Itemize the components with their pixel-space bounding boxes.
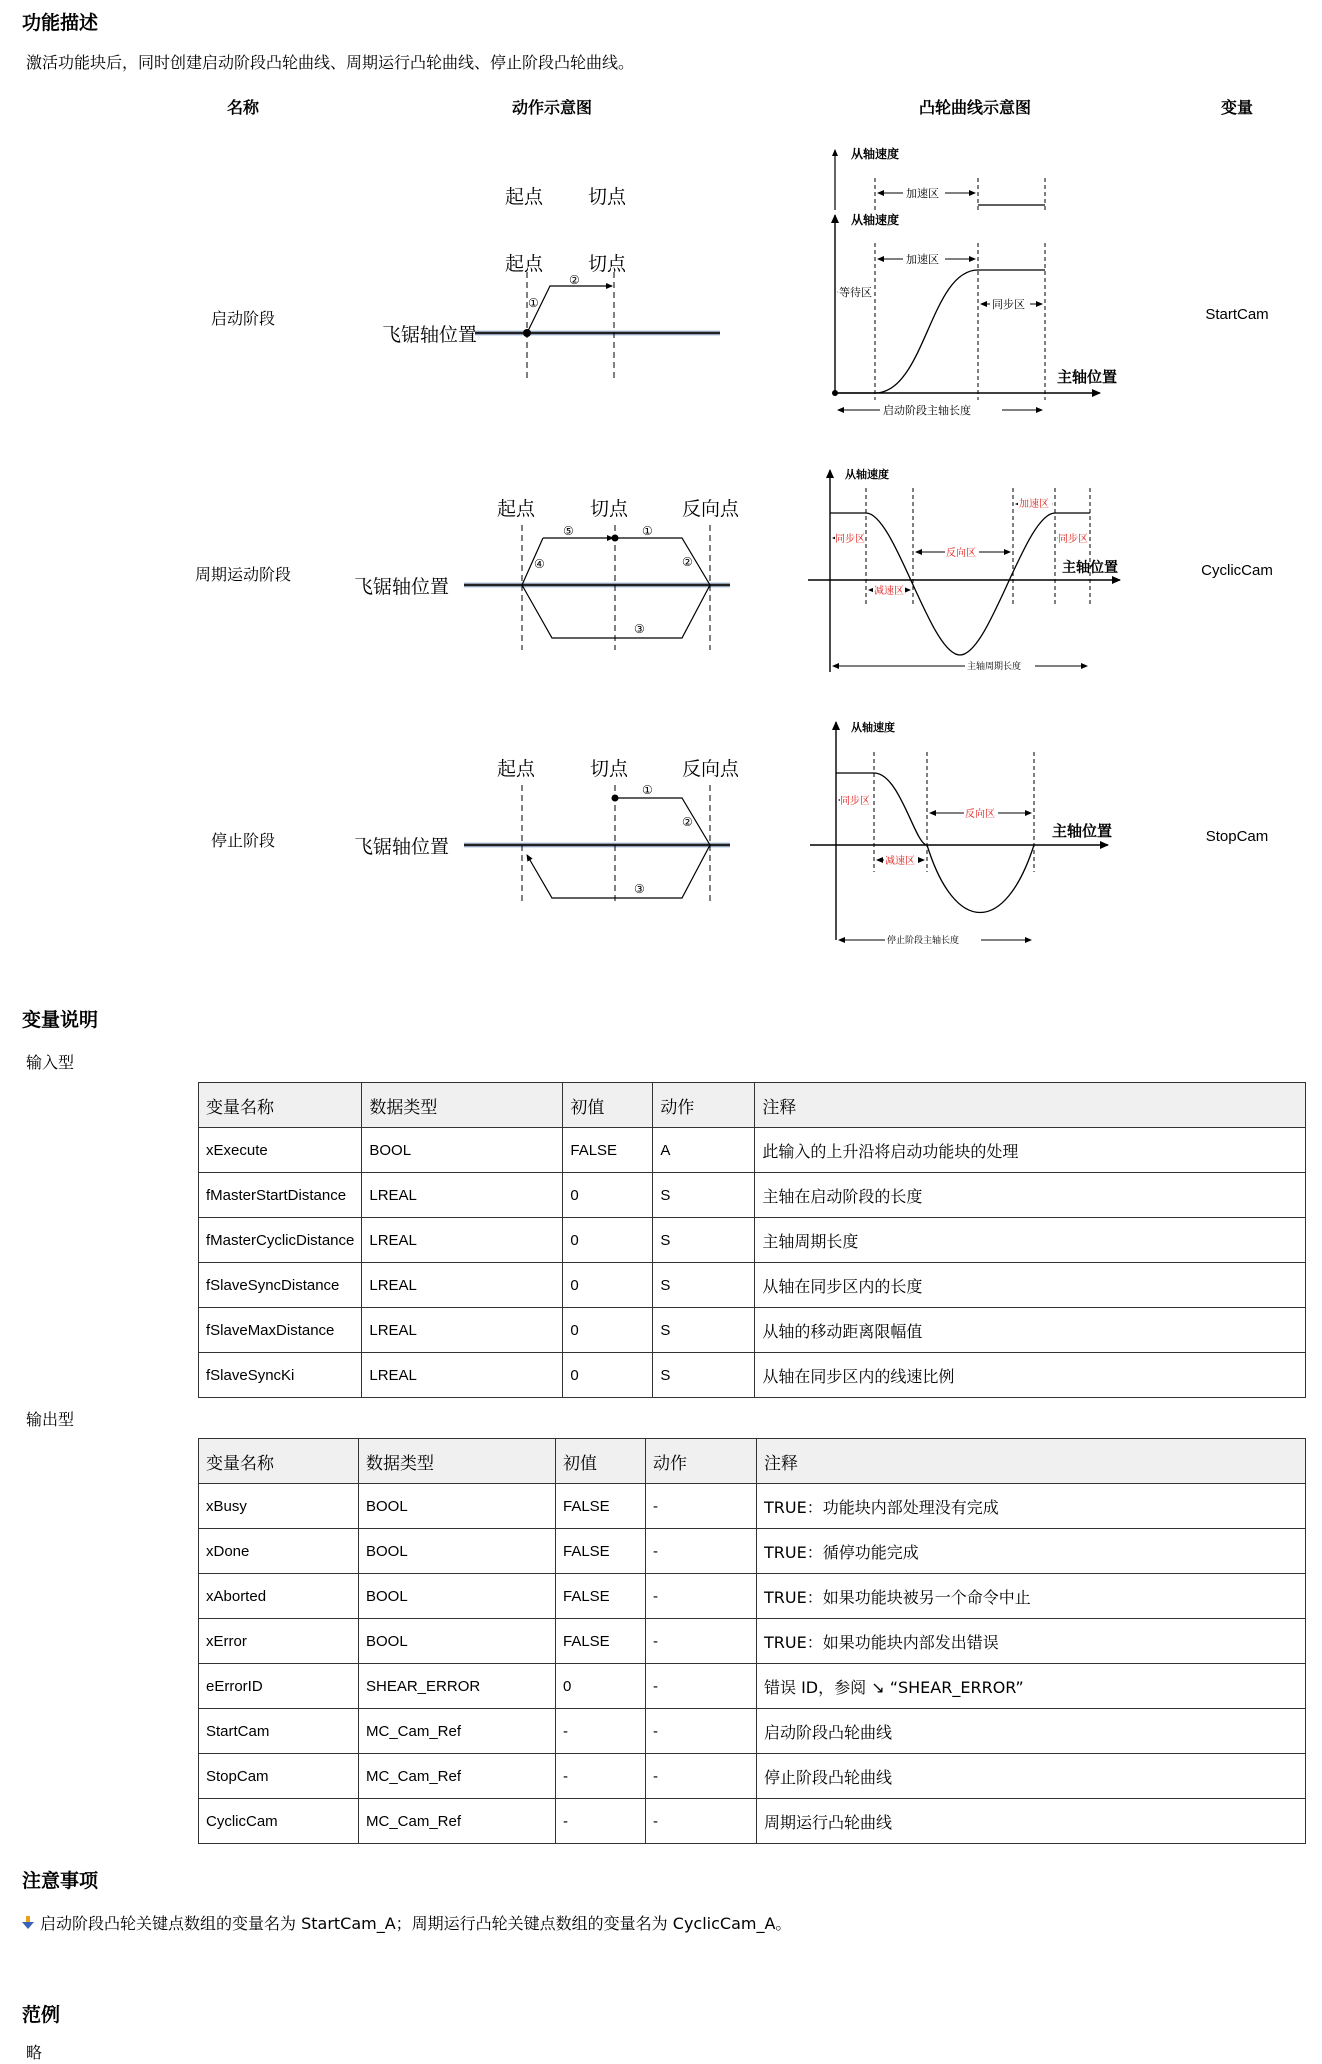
label-slave-speed-a: 从轴速度 [851,147,900,161]
label-sync-zone: 同步区 [992,298,1025,311]
cell-init: FALSE [556,1484,646,1529]
table-row [199,1263,1306,1308]
header-cell: 注释 [755,1083,1306,1128]
section-heading-function: 功能描述 [22,12,99,34]
table-row [199,1353,1306,1398]
cell-init: 0 [563,1263,653,1308]
label-sync-zone: 同步区 [840,796,870,807]
row-var-stop: StopCam [1205,828,1269,845]
cell-comment: 此输入的上升沿将启动功能块的处理 [755,1128,1306,1173]
marker-1: ① [642,783,653,797]
cell-comment: 停止阶段凸轮曲线 [757,1754,1306,1799]
cell-action: - [646,1664,757,1709]
cell-init: FALSE [556,1529,646,1574]
section-heading-variables: 变量说明 [22,1009,99,1031]
cell-action: S [653,1308,755,1353]
label-master-position: 主轴位置 [1062,560,1118,576]
cell-comment: TRUE：如果功能块内部发出错误 [757,1619,1306,1664]
cell-comment: TRUE：如果功能块被另一个命令中止 [757,1574,1306,1619]
cell-action: - [646,1619,757,1664]
label-sync-zone-right: 同步区 [1058,534,1088,545]
column-header-variable: 变量 [1220,98,1253,117]
cell-var-name: xAborted [199,1574,359,1619]
cell-action: - [646,1799,757,1844]
cell-var-name: fSlaveSyncKi [199,1353,362,1398]
column-header-cam: 凸轮曲线示意图 [918,98,1031,117]
note-item [22,1911,791,1934]
cell-comment: TRUE：循停功能完成 [757,1529,1306,1574]
cell-action: - [646,1754,757,1799]
cell-action: - [646,1574,757,1619]
cell-data-type: LREAL [362,1173,563,1218]
marker-2: ② [569,273,580,287]
input-variables-table [198,1082,1306,1398]
row-name-stop: 停止阶段 [210,831,275,850]
cell-comment: 启动阶段凸轮曲线 [757,1709,1306,1754]
cell-data-type: BOOL [359,1619,556,1664]
label-reverse-zone: 反向区 [965,809,995,820]
label-start-point-top: 起点 [505,186,544,208]
cam-diagram-stop [810,720,1112,946]
label-slave-speed: 从轴速度 [851,213,900,227]
action-diagram-cyclic [354,498,740,650]
marker-2: ② [682,555,693,569]
cell-var-name: fSlaveSyncDistance [199,1263,362,1308]
cell-init: 0 [563,1308,653,1353]
action-diagram-start [382,186,720,380]
cell-action: - [646,1484,757,1529]
label-accel-zone: 加速区 [1019,499,1049,510]
table-row [199,1664,1306,1709]
cell-comment-link[interactable]: 错误 ID，参阅 ↘ “SHEAR_ERROR” [757,1664,1306,1709]
table-row [199,1754,1306,1799]
label-master-position: 主轴位置 [1057,368,1118,386]
cell-var-name: fMasterStartDistance [199,1173,362,1218]
cell-action: S [653,1263,755,1308]
table-row [199,1173,1306,1218]
label-accel-zone-a: 加速区 [906,187,939,200]
cell-data-type: LREAL [362,1263,563,1308]
label-tangent-point: 切点 [590,758,629,780]
cell-init: - [556,1754,646,1799]
output-variables-table [198,1438,1306,1844]
cell-action: A [653,1128,755,1173]
table-header-row [199,1439,1306,1484]
cell-init: 0 [563,1173,653,1218]
example-text: 略 [26,2043,43,2062]
header-cell: 数据类型 [362,1083,563,1128]
cell-action: - [646,1529,757,1574]
label-master-position: 主轴位置 [1052,822,1113,840]
cell-data-type: MC_Cam_Ref [359,1799,556,1844]
label-tangent-point: 切点 [590,498,629,520]
cell-init: - [556,1799,646,1844]
bullet-arrow-icon [22,1916,34,1930]
row-var-cyclic: CyclicCam [1201,562,1273,579]
table-row [199,1574,1306,1619]
table-row [199,1619,1306,1664]
label-start-point: 起点 [497,758,536,780]
cell-comment: 周期运行凸轮曲线 [757,1799,1306,1844]
label-saw-axis-position: 飞锯轴位置 [354,576,450,598]
label-accel-zone: 加速区 [906,253,939,266]
cam-diagram-start [832,146,1117,417]
label-slave-speed: 从轴速度 [851,721,895,734]
marker-2: ② [682,815,693,829]
label-saw-axis-position: 飞锯轴位置 [382,324,478,346]
section-heading-example: 范例 [22,2004,61,2026]
marker-3: ③ [634,622,645,636]
label-decel-zone: 减速区 [885,856,915,867]
header-cell: 变量名称 [199,1439,359,1484]
header-cell: 初值 [556,1439,646,1484]
label-decel-zone: 减速区 [874,586,904,597]
cell-action: S [653,1173,755,1218]
cell-comment: 从轴的移动距离限幅值 [755,1308,1306,1353]
table-row [199,1529,1306,1574]
function-diagrams [0,0,1322,960]
cell-var-name: xExecute [199,1128,362,1173]
note-text: 启动阶段凸轮关键点数组的变量名为 StartCam_A；周期运行凸轮关键点数组的变量名为 CyclicCam_A。 [40,1914,792,1933]
cell-var-name: CyclicCam [199,1799,359,1844]
marker-1: ① [528,296,539,310]
cell-var-name: xBusy [199,1484,359,1529]
table-row [199,1308,1306,1353]
label-reverse-zone: 反向区 [946,548,976,559]
header-cell: 数据类型 [359,1439,556,1484]
label-reverse-point: 反向点 [682,498,740,520]
cell-init: 0 [563,1218,653,1263]
label-sync-zone-left: 同步区 [835,534,865,545]
cell-var-name: eErrorID [199,1664,359,1709]
row-var-start: StartCam [1205,306,1269,323]
row-name-cyclic: 周期运动阶段 [194,565,291,584]
marker-5: ⑤ [563,524,574,538]
label-tangent-point-top: 切点 [588,186,627,208]
cell-data-type: BOOL [359,1484,556,1529]
cell-data-type: BOOL [359,1529,556,1574]
table-row [199,1218,1306,1263]
input-type-label: 输入型 [26,1053,75,1072]
cell-action: - [646,1709,757,1754]
cell-action: S [653,1218,755,1263]
cell-data-type: LREAL [362,1353,563,1398]
cell-init: 0 [556,1664,646,1709]
cell-data-type: MC_Cam_Ref [359,1754,556,1799]
cell-init: FALSE [556,1574,646,1619]
column-header-name: 名称 [226,98,259,117]
output-type-label: 输出型 [26,1410,75,1429]
table-row [199,1709,1306,1754]
cell-data-type: BOOL [359,1574,556,1619]
cell-comment: TRUE：功能块内部处理没有完成 [757,1484,1306,1529]
action-diagram-stop [354,758,740,905]
label-master-cycle-length: 主轴周期长度 [967,662,1022,672]
label-wait-zone: 等待区 [839,286,872,299]
table-row [199,1799,1306,1844]
cell-action: S [653,1353,755,1398]
cell-var-name: StartCam [199,1709,359,1754]
cell-init: FALSE [563,1128,653,1173]
cell-init: FALSE [556,1619,646,1664]
cell-comment: 从轴在同步区内的长度 [755,1263,1306,1308]
marker-3: ③ [634,882,645,896]
marker-1: ① [642,524,653,538]
cell-data-type: BOOL [362,1128,563,1173]
header-cell: 动作 [646,1439,757,1484]
marker-4: ④ [534,557,545,571]
label-stop-master-length: 停止阶段主轴长度 [887,936,960,946]
cell-data-type: MC_Cam_Ref [359,1709,556,1754]
section-heading-notes: 注意事项 [22,1870,99,1892]
label-start-point: 起点 [497,498,536,520]
label-start-master-length: 启动阶段主轴长度 [883,404,971,417]
label-reverse-point: 反向点 [682,758,740,780]
table-row [199,1128,1306,1173]
cell-init: 0 [563,1353,653,1398]
cell-comment: 主轴在启动阶段的长度 [755,1173,1306,1218]
cell-data-type: LREAL [362,1308,563,1353]
cell-var-name: xDone [199,1529,359,1574]
header-cell: 动作 [653,1083,755,1128]
row-name-start: 启动阶段 [210,309,275,328]
cell-data-type: LREAL [362,1218,563,1263]
header-cell: 注释 [757,1439,1306,1484]
cell-init: - [556,1709,646,1754]
table-header-row [199,1083,1306,1128]
cell-var-name: StopCam [199,1754,359,1799]
column-header-action: 动作示意图 [511,98,592,117]
cell-data-type: SHEAR_ERROR [359,1664,556,1709]
label-saw-axis-position: 飞锯轴位置 [354,836,450,858]
function-description-text: 激活功能块后，同时创建启动阶段凸轮曲线、周期运行凸轮曲线、停止阶段凸轮曲线。 [26,53,635,72]
header-cell: 变量名称 [199,1083,362,1128]
cell-var-name: fMasterCyclicDistance [199,1218,362,1263]
label-slave-speed: 从轴速度 [845,468,889,481]
label-start-point: 起点 [505,253,544,275]
label-tangent-point: 切点 [588,253,627,275]
cell-var-name: fSlaveMaxDistance [199,1308,362,1353]
table-row [199,1484,1306,1529]
cell-comment: 从轴在同步区内的线速比例 [755,1353,1306,1398]
cam-diagram-cyclic [808,467,1120,672]
cell-comment: 主轴周期长度 [755,1218,1306,1263]
header-cell: 初值 [563,1083,653,1128]
cell-var-name: xError [199,1619,359,1664]
